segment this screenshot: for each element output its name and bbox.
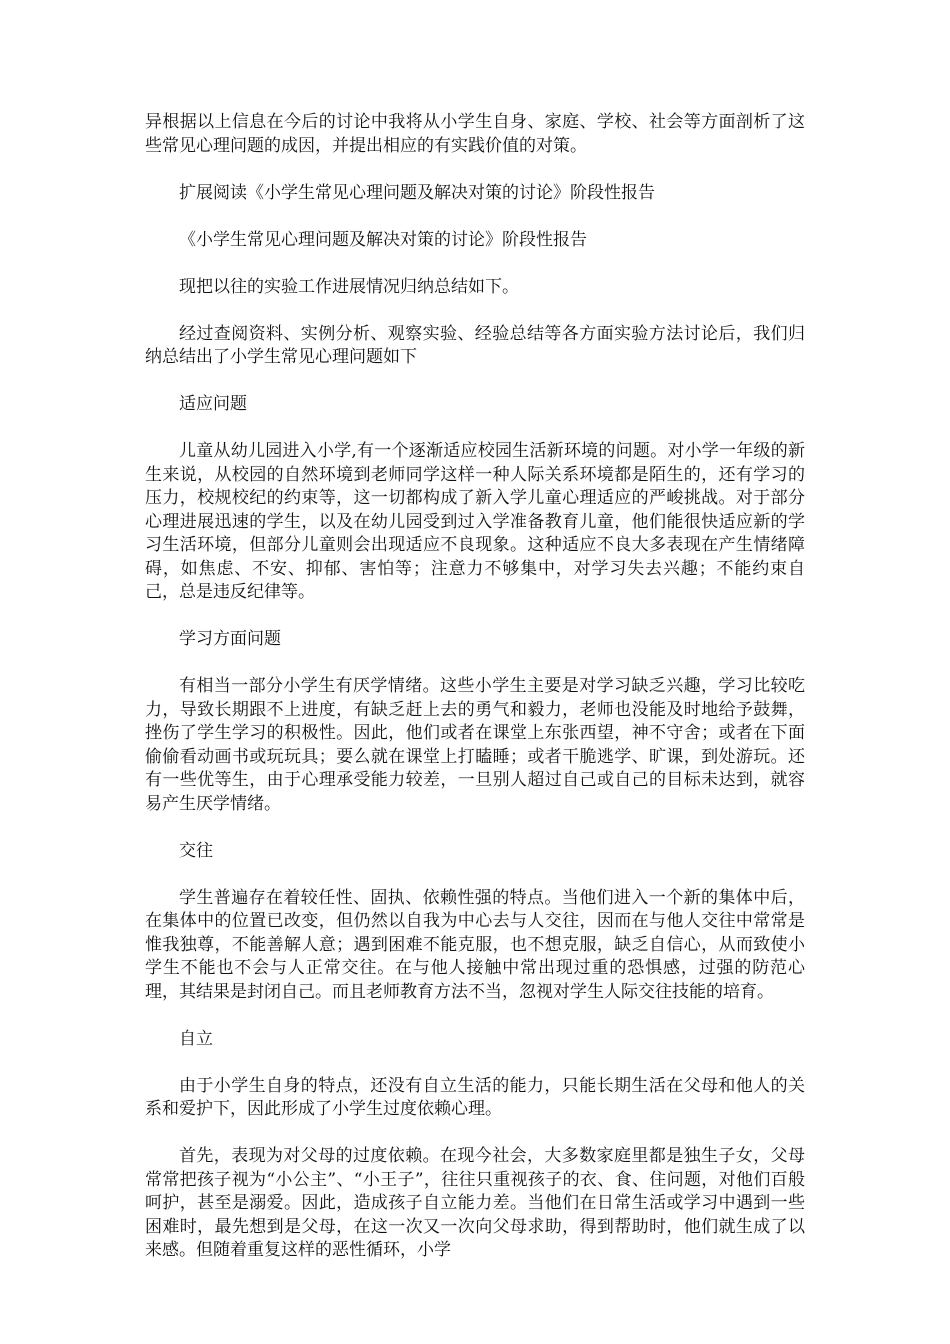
document-body (145, 111, 805, 1286)
heading-independence: 自立 (179, 1028, 213, 1049)
paragraph-independence: 由于小学生自身的特点，还没有自立生活的能力，只能长期生活在父母和他人的关系和爱护下，因此形成了小学生过度依赖心理。 (145, 1075, 805, 1119)
paragraph-learning: 有相当一部分小学生有厌学情绪。这些小学生主要是对学习缺乏兴趣，学习比较吃力，导致长期跟不上进度，有缺乏赶上去的勇气和毅力，老师也没能及时地给予鼓舞，挫伤了学生学习的积极性。因此，他们或者在课堂上东张西望，神不守舍；或者在下面偷偷看动画书或玩玩具；要么就在课堂上打瞌睡；或者干脆逃学、旷课，到处游玩。还有一些优等生，由于心理承受能力较差，一旦别人超过自己或自己的目标未达到，就容易产生厌学情绪。 (145, 676, 805, 814)
paragraph-social: 学生普遍存在着较任性、固执、依赖性强的特点。当他们进入一个新的集体中后，在集体中的位置已改变，但仍然以自我为中心去与人交往，因而在与他人交往中常常是惟我独尊，不能善解人意；遇到困难不能克服，也不想克服，缺乏自信心，从而致使小学生不能也不会与人正常交往。在与他人接触中常出现过重的恐惧感，过强的防范心理，其结果是封闭自己。而且老师教育方法不当，忽视对学生人际交往技能的培育。 (145, 887, 805, 1002)
paragraph-parent-dependence: 首先，表现为对父母的过度依赖。在现今社会，大多数家庭里都是独生子女，父母常常把孩子视为“小公主”、“小王子”，往往只重视孩子的衣、食、住问题，对他们百般呵护，甚至是溺爱。因此，造成孩子自立能力差。当他们在日常生活或学习中遇到一些困难时，最先想到是父母，在这一次又一次向父母求助，得到帮助时，他们就生成了以来感。但随着重复这样的恶性循环，小学 (145, 1146, 805, 1260)
paragraph-methods: 经过查阅资料、实例分析、观察实验、经验总结等各方面实验方法讨论后，我们归纳总结出了小学生常见心理问题如下 (145, 323, 805, 367)
heading-learning: 学习方面问题 (179, 629, 281, 649)
paragraph-intro-continuation: 异根据以上信息在今后的讨论中我将从小学生自身、家庭、学校、社会等方面剖析了这些常见心理问题的成因，并提出相应的有实践价值的对策。 (145, 112, 805, 156)
heading-adaptation: 适应问题 (179, 394, 247, 414)
heading-social: 交往 (179, 840, 213, 861)
paragraph-summary-intro: 现把以往的实验工作进展情况归纳总结如下。 (179, 276, 519, 297)
paragraph-extended-reading: 扩展阅读《小学生常见心理问题及解决对策的讨论》阶段性报告 (179, 182, 655, 203)
paragraph-adaptation: 儿童从幼儿园进入小学,有一个逐渐适应校园生活新环境的问题。对小学一年级的新生来说，从校园的自然环境到老师同学这样一种人际关系环境都是陌生的，还有学习的压力，校规校纪的约束等，这一切都构成了新入学儿童心理适应的严峻挑战。对于部分心理进展迅速的学生，以及在幼儿园受到过入学准备教育儿童，他们能很快适应新的学习生活环境，但部分儿童则会出现适应不良现象。这种适应不良大多表现在产生情绪障碍，如焦虑、不安、抑郁、害怕等；注意力不够集中，对学习失去兴趣；不能约束自己，总是违反纪律等。 (145, 441, 805, 602)
report-title: 《小学生常见心理问题及解决对策的讨论》阶段性报告 (179, 229, 587, 250)
